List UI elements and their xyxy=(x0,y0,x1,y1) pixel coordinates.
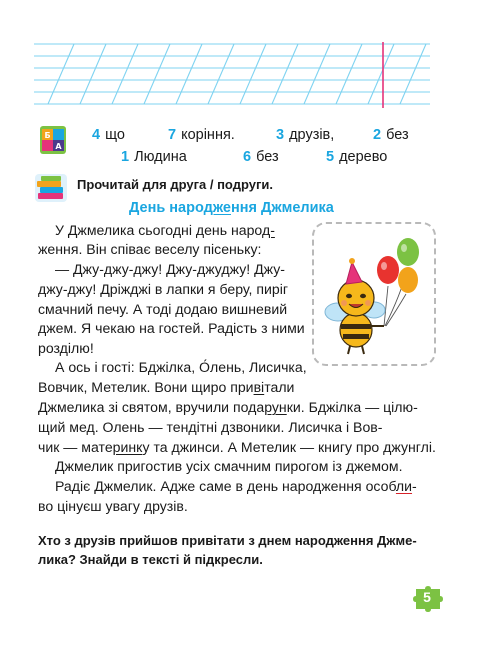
underlined-text: ринк xyxy=(112,439,143,455)
story-line: А ось і гості: Бджілка, О́лень, Лисичка, xyxy=(55,359,307,375)
story-line: розділю! xyxy=(38,340,94,356)
title-underlined-part: дже xyxy=(203,200,231,216)
story-line: Джмелик пригостив усіх смачним пирогом із джемом. xyxy=(55,458,403,474)
text: Радіє Джмелик. Адже саме в день народження особ xyxy=(55,478,396,494)
story-title xyxy=(129,200,334,216)
exercise-item xyxy=(326,150,387,165)
story-line xyxy=(55,223,308,237)
story-line: джем. Я чекаю на гостей. Радість з ними xyxy=(38,320,305,336)
handwriting-lines xyxy=(34,40,432,110)
underlined-text: д- xyxy=(261,222,275,238)
title-part: День наро xyxy=(129,200,204,216)
item-number: 7 xyxy=(168,127,177,143)
item-word: дерево xyxy=(339,149,388,165)
text: ки. Бджілка — цілю- xyxy=(286,399,418,415)
item-number: 2 xyxy=(373,127,382,143)
story-line xyxy=(38,400,418,414)
item-number: 6 xyxy=(243,149,252,165)
item-word: без xyxy=(256,149,279,165)
item-word: що xyxy=(105,127,125,143)
exercise-item xyxy=(373,128,409,143)
question-line: лика? Знайди в тексті й підкресли. xyxy=(38,552,263,567)
text: Вовчик, Метелик. Вони щиро при xyxy=(38,379,254,395)
item-word: коріння. xyxy=(181,127,235,143)
exercise-item xyxy=(243,150,279,165)
svg-text:Б: Б xyxy=(44,131,51,140)
text: чик — мате xyxy=(38,439,113,455)
underlined-text: рун xyxy=(264,399,287,415)
story-line: джу-джу! Дріжджі в лапки я беру, пиріг xyxy=(38,281,288,297)
question-line: Хто з друзів прийшов привітати з днем народження Джме- xyxy=(38,533,417,548)
text: У Джмелика сьогодні день наро xyxy=(55,222,262,238)
page-number: 5 xyxy=(423,589,431,605)
reading-task-instruction: Прочитай для друга / подруги. xyxy=(77,177,273,192)
story-line xyxy=(38,380,294,394)
exercise-item xyxy=(121,150,187,165)
underlined-text: ли xyxy=(395,478,413,494)
exercise-item xyxy=(92,128,125,143)
item-word: Людина xyxy=(134,149,187,165)
letter-blocks-icon xyxy=(38,124,68,156)
story-line xyxy=(38,440,436,454)
item-number: 5 xyxy=(326,149,335,165)
svg-text:А: А xyxy=(55,142,62,151)
bee-with-balloons-illustration xyxy=(316,226,434,362)
text: у та джинси. А Метелик — книгу про джунглі. xyxy=(142,439,436,455)
text: тали xyxy=(264,379,295,395)
exercise-item xyxy=(276,128,334,143)
books-icon xyxy=(34,173,68,203)
text: Джмелика зі святом, вручили пода xyxy=(38,399,265,415)
item-word: друзів, xyxy=(289,127,335,143)
story-line: — Джу-джу-джу! Джу-джуджу! Джу- xyxy=(55,261,285,277)
underlined-text: ві xyxy=(253,379,265,395)
item-number: 1 xyxy=(121,149,130,165)
item-number: 3 xyxy=(276,127,285,143)
story-line: ження. Він співає веселу пісеньку: xyxy=(38,241,262,257)
story-line: смачний печу. А тоді додаю вишневий xyxy=(38,301,288,317)
story-line xyxy=(55,479,417,493)
story-line: во цінуєш увагу друзів. xyxy=(38,498,188,514)
question-task xyxy=(38,531,417,569)
text: - xyxy=(412,478,417,494)
exercise-item xyxy=(168,128,235,143)
item-word: без xyxy=(386,127,409,143)
item-number: 4 xyxy=(92,127,101,143)
story-line: щий мед. Олень — тендітні дзвоники. Лисичка і Вов- xyxy=(38,419,383,435)
title-part: ння Джмелика xyxy=(230,200,334,216)
